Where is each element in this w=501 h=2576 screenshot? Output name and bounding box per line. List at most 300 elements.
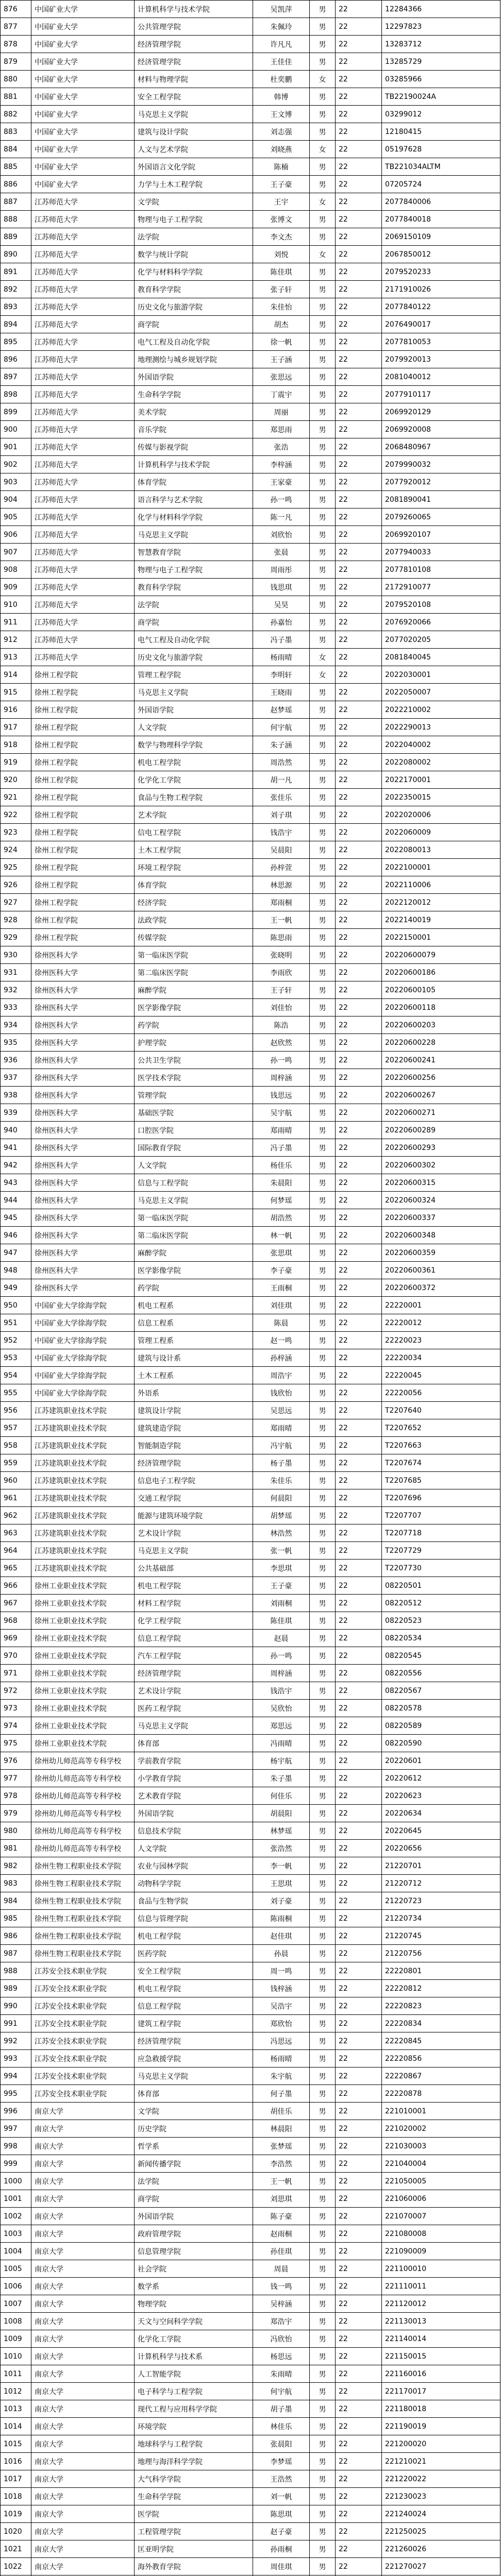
- table-row: [1, 2295, 500, 2313]
- student-name-cell: 冯雨晴: [253, 1735, 310, 1752]
- gender-cell: 男: [310, 2243, 336, 2260]
- school-name-cell: 江苏建筑职业技术学院: [31, 1472, 135, 1489]
- row-index-cell: 918: [1, 736, 31, 754]
- college-name-cell: 机电工程学院: [135, 754, 253, 771]
- gender-cell: 男: [310, 1419, 336, 1437]
- gender-cell: 男: [310, 2085, 336, 2103]
- school-name-cell: 中国矿业大学徐海学院: [31, 1367, 135, 1384]
- table-row: [1, 1314, 500, 1332]
- row-index-cell: 890: [1, 246, 31, 263]
- row-index-cell: 919: [1, 754, 31, 771]
- row-index-cell: 877: [1, 18, 31, 36]
- gender-cell: 男: [310, 964, 336, 981]
- college-name-cell: 教育科学学院: [135, 579, 253, 596]
- row-index-cell: 1020: [1, 2523, 31, 2540]
- school-name-cell: 江苏师范大学: [31, 246, 135, 263]
- row-index-cell: 984: [1, 1892, 31, 1910]
- college-name-cell: 外国语学院: [135, 701, 253, 719]
- student-name-cell: 赵晨: [253, 1630, 310, 1647]
- college-name-cell: 马克思主义学院: [135, 684, 253, 701]
- college-name-cell: 艺术设计学院: [135, 1524, 253, 1542]
- student-id-cell: 20220645: [382, 1822, 500, 1840]
- college-name-cell: 应急救援学院: [135, 2050, 253, 2067]
- student-name-cell: 赵梦瑶: [253, 701, 310, 719]
- gender-cell: 男: [310, 2050, 336, 2067]
- table-row: [1, 1052, 500, 1069]
- row-index-cell: 976: [1, 1752, 31, 1770]
- student-id-cell: 2077020205: [382, 631, 500, 649]
- row-index-cell: 963: [1, 1524, 31, 1542]
- student-name-cell: 吴浩宇: [253, 1997, 310, 2015]
- college-name-cell: 计算机科学与技术学院: [135, 456, 253, 473]
- table-row: [1, 1822, 500, 1840]
- grade-number-cell: 22: [336, 1945, 382, 1962]
- row-index-cell: 947: [1, 1244, 31, 1262]
- college-name-cell: 人工智能学院: [135, 2365, 253, 2383]
- college-name-cell: 政府管理学院: [135, 2225, 253, 2243]
- school-name-cell: 南京大学: [31, 2523, 135, 2540]
- student-name-cell: 李明轩: [253, 666, 310, 684]
- college-name-cell: 数学与物理科学学院: [135, 736, 253, 754]
- school-name-cell: 中国矿业大学: [31, 141, 135, 158]
- grade-number-cell: 22: [336, 421, 382, 438]
- school-name-cell: 徐州医科大学: [31, 1209, 135, 1227]
- row-index-cell: 885: [1, 158, 31, 176]
- student-id-cell: 07205724: [382, 176, 500, 193]
- grade-number-cell: 22: [336, 316, 382, 333]
- college-name-cell: 信息工程学院: [135, 1630, 253, 1647]
- table-row: [1, 386, 500, 403]
- school-name-cell: 南京大学: [31, 2418, 135, 2435]
- gender-cell: 男: [310, 18, 336, 36]
- grade-number-cell: 22: [336, 298, 382, 316]
- student-id-cell: 2077840122: [382, 298, 500, 316]
- table-row: [1, 1016, 500, 1034]
- gender-cell: 男: [310, 1437, 336, 1454]
- student-id-cell: 221260026: [382, 2540, 500, 2558]
- row-index-cell: 997: [1, 2120, 31, 2138]
- student-id-cell: 2022040002: [382, 736, 500, 754]
- row-index-cell: 1002: [1, 2208, 31, 2225]
- row-index-cell: 912: [1, 631, 31, 649]
- table-row: [1, 2243, 500, 2260]
- college-name-cell: 物理学院: [135, 2295, 253, 2313]
- gender-cell: 男: [310, 1209, 336, 1227]
- row-index-cell: 901: [1, 438, 31, 456]
- gender-cell: 男: [310, 1454, 336, 1472]
- student-id-cell: 20220600372: [382, 1279, 500, 1297]
- school-name-cell: 南京大学: [31, 2330, 135, 2348]
- college-name-cell: 管理学院: [135, 1087, 253, 1104]
- gender-cell: 男: [310, 2470, 336, 2488]
- gender-cell: 男: [310, 1262, 336, 1279]
- college-name-cell: 法学院: [135, 2173, 253, 2190]
- gender-cell: 男: [310, 2453, 336, 2470]
- row-index-cell: 1010: [1, 2348, 31, 2365]
- row-index-cell: 883: [1, 123, 31, 141]
- college-name-cell: 地球科学与工程学院: [135, 2435, 253, 2453]
- student-name-cell: 周梓涵: [253, 1665, 310, 1682]
- student-name-cell: 钱欣怡: [253, 1384, 310, 1402]
- row-index-cell: 889: [1, 228, 31, 246]
- school-name-cell: 徐州工程学院: [31, 736, 135, 754]
- grade-number-cell: 22: [336, 123, 382, 141]
- school-name-cell: 南京大学: [31, 2488, 135, 2505]
- table-row: [1, 456, 500, 473]
- row-index-cell: 981: [1, 1840, 31, 1857]
- table-row: [1, 1402, 500, 1419]
- student-name-cell: 刘思琪: [253, 2190, 310, 2208]
- student-name-cell: 张思琪: [253, 1244, 310, 1262]
- student-id-cell: 20220600361: [382, 1262, 500, 1279]
- gender-cell: 男: [310, 2523, 336, 2540]
- grade-number-cell: 22: [336, 1717, 382, 1735]
- student-id-cell: 221200020: [382, 2435, 500, 2453]
- student-id-cell: T2207640: [382, 1402, 500, 1419]
- gender-cell: 男: [310, 1980, 336, 1997]
- row-index-cell: 1007: [1, 2295, 31, 2313]
- college-name-cell: 体育学院: [135, 876, 253, 894]
- student-name-cell: 张晨阳: [253, 2435, 310, 2453]
- student-name-cell: 王雨桐: [253, 1279, 310, 1297]
- row-index-cell: 990: [1, 1997, 31, 2015]
- student-name-cell: 杨佳乐: [253, 1157, 310, 1174]
- row-index-cell: 1017: [1, 2470, 31, 2488]
- college-name-cell: 马克思主义学院: [135, 2067, 253, 2085]
- gender-cell: 男: [310, 1735, 336, 1752]
- school-name-cell: 南京大学: [31, 2173, 135, 2190]
- school-name-cell: 江苏安全技术职业学院: [31, 2032, 135, 2050]
- student-name-cell: 许凡凡: [253, 36, 310, 53]
- gender-cell: 男: [310, 1717, 336, 1735]
- row-index-cell: 998: [1, 2138, 31, 2155]
- grade-number-cell: 22: [336, 2418, 382, 2435]
- school-name-cell: 徐州工业职业技术学院: [31, 1647, 135, 1665]
- gender-cell: 男: [310, 1875, 336, 1892]
- row-index-cell: 993: [1, 2050, 31, 2067]
- school-name-cell: 江苏师范大学: [31, 526, 135, 544]
- college-name-cell: 能源与建筑环境学院: [135, 1507, 253, 1524]
- grade-number-cell: 22: [336, 1297, 382, 1314]
- student-id-cell: 2069920107: [382, 526, 500, 544]
- student-name-cell: 孙晨: [253, 1945, 310, 1962]
- student-name-cell: 王浩然: [253, 2470, 310, 2488]
- gender-cell: 男: [310, 2103, 336, 2120]
- grade-number-cell: 22: [336, 2243, 382, 2260]
- gender-cell: 男: [310, 2067, 336, 2085]
- table-row: [1, 1349, 500, 1367]
- student-name-cell: 吴昊: [253, 596, 310, 614]
- school-name-cell: 江苏师范大学: [31, 211, 135, 228]
- college-name-cell: 信息电子工程学院: [135, 1472, 253, 1489]
- table-row: [1, 1997, 500, 2015]
- table-row: [1, 2488, 500, 2505]
- grade-number-cell: 22: [336, 1805, 382, 1822]
- row-index-cell: 961: [1, 1489, 31, 1507]
- row-index-cell: 1021: [1, 2540, 31, 2558]
- school-name-cell: 南京大学: [31, 2505, 135, 2523]
- school-name-cell: 南京大学: [31, 2295, 135, 2313]
- grade-number-cell: 22: [336, 2015, 382, 2032]
- grade-number-cell: 22: [336, 1, 382, 18]
- college-name-cell: 历史学院: [135, 2120, 253, 2138]
- student-id-cell: 221180018: [382, 2400, 500, 2418]
- school-name-cell: 江苏师范大学: [31, 368, 135, 386]
- student-id-cell: 2022290013: [382, 719, 500, 736]
- row-index-cell: 949: [1, 1279, 31, 1297]
- student-name-cell: 杨雨晴: [253, 649, 310, 666]
- college-name-cell: 信息管理学院: [135, 2243, 253, 2260]
- table-row: [1, 1892, 500, 1910]
- school-name-cell: 徐州工业职业技术学院: [31, 1735, 135, 1752]
- student-id-cell: 21220701: [382, 1857, 500, 1875]
- row-index-cell: 923: [1, 824, 31, 841]
- college-name-cell: 历史文化与旅游学院: [135, 298, 253, 316]
- college-name-cell: 教育科学学院: [135, 281, 253, 298]
- student-id-cell: 20220623: [382, 1787, 500, 1805]
- college-name-cell: 物理与电子工程学院: [135, 211, 253, 228]
- student-id-cell: 221060006: [382, 2190, 500, 2208]
- student-id-cell: 221270027: [382, 2558, 500, 2575]
- table-row: [1, 999, 500, 1016]
- college-name-cell: 法政学院: [135, 911, 253, 929]
- school-name-cell: 江苏师范大学: [31, 403, 135, 421]
- gender-cell: 男: [310, 228, 336, 246]
- student-name-cell: 林思源: [253, 876, 310, 894]
- row-index-cell: 922: [1, 806, 31, 824]
- student-id-cell: 22220845: [382, 2032, 500, 2050]
- grade-number-cell: 22: [336, 1402, 382, 1419]
- student-name-cell: 张梦瑶: [253, 2138, 310, 2155]
- school-name-cell: 徐州医科大学: [31, 1157, 135, 1174]
- college-name-cell: 经济管理学院: [135, 2032, 253, 2050]
- student-id-cell: 221030003: [382, 2138, 500, 2155]
- table-row: [1, 1244, 500, 1262]
- student-id-cell: 12297823: [382, 18, 500, 36]
- gender-cell: 女: [310, 141, 336, 158]
- row-index-cell: 948: [1, 1262, 31, 1279]
- school-name-cell: 徐州幼儿师范高等专科学校: [31, 1787, 135, 1805]
- student-name-cell: 王子轩: [253, 981, 310, 999]
- table-row: [1, 1927, 500, 1945]
- row-index-cell: 925: [1, 859, 31, 876]
- student-name-cell: 陈雨桐: [253, 1910, 310, 1927]
- college-name-cell: 电子科学与工程学院: [135, 2383, 253, 2400]
- school-name-cell: 南京大学: [31, 2190, 135, 2208]
- row-index-cell: 917: [1, 719, 31, 736]
- school-name-cell: 江苏师范大学: [31, 491, 135, 509]
- school-name-cell: 徐州医科大学: [31, 1087, 135, 1104]
- gender-cell: 男: [310, 456, 336, 473]
- college-name-cell: 材料与物理学院: [135, 71, 253, 88]
- table-row: [1, 1104, 500, 1122]
- student-name-cell: 张博文: [253, 211, 310, 228]
- student-name-cell: 何佳乐: [253, 1787, 310, 1805]
- row-index-cell: 991: [1, 2015, 31, 2032]
- student-id-cell: 2079990032: [382, 456, 500, 473]
- college-name-cell: 化学化工学院: [135, 2330, 253, 2348]
- grade-number-cell: 22: [336, 211, 382, 228]
- row-index-cell: 886: [1, 176, 31, 193]
- table-row: [1, 526, 500, 544]
- gender-cell: 男: [310, 1069, 336, 1087]
- college-name-cell: 海外教育学院: [135, 2558, 253, 2575]
- student-name-cell: 张子轩: [253, 281, 310, 298]
- grade-number-cell: 22: [336, 1665, 382, 1682]
- gender-cell: 男: [310, 1279, 336, 1297]
- school-name-cell: 徐州医科大学: [31, 1104, 135, 1122]
- student-name-cell: 王佳佳: [253, 53, 310, 71]
- student-name-cell: 周一鸣: [253, 1962, 310, 1980]
- college-name-cell: 艺术设计学院: [135, 1682, 253, 1700]
- gender-cell: 男: [310, 1297, 336, 1314]
- gender-cell: 男: [310, 2348, 336, 2365]
- grade-number-cell: 22: [336, 1524, 382, 1542]
- table-row: [1, 2015, 500, 2032]
- school-name-cell: 徐州生物工程职业技术学院: [31, 1945, 135, 1962]
- table-row: [1, 1472, 500, 1489]
- student-id-cell: 20220601: [382, 1752, 500, 1770]
- student-name-cell: 张佳乐: [253, 789, 310, 806]
- student-name-cell: 李思琪: [253, 1560, 310, 1577]
- school-name-cell: 徐州工程学院: [31, 684, 135, 701]
- gender-cell: 男: [310, 1595, 336, 1612]
- grade-number-cell: 22: [336, 1770, 382, 1787]
- grade-number-cell: 22: [336, 719, 382, 736]
- college-name-cell: 机电工程学院: [135, 1577, 253, 1595]
- row-index-cell: 906: [1, 526, 31, 544]
- student-name-cell: 王家豪: [253, 473, 310, 491]
- gender-cell: 男: [310, 123, 336, 141]
- college-name-cell: 管理工程系: [135, 1332, 253, 1349]
- gender-cell: 男: [310, 1, 336, 18]
- student-name-cell: 刘雨桐: [253, 1595, 310, 1612]
- student-id-cell: T2207718: [382, 1524, 500, 1542]
- row-index-cell: 904: [1, 491, 31, 509]
- gender-cell: 男: [310, 53, 336, 71]
- table-row: [1, 18, 500, 36]
- table-row: [1, 2050, 500, 2067]
- student-name-cell: 陈思雨: [253, 929, 310, 946]
- gender-cell: 男: [310, 1892, 336, 1910]
- student-id-cell: 221100010: [382, 2260, 500, 2278]
- student-id-cell: 22220823: [382, 1997, 500, 2015]
- student-name-cell: 林一帆: [253, 1227, 310, 1244]
- college-name-cell: 动物科学学院: [135, 1875, 253, 1892]
- gender-cell: 男: [310, 2155, 336, 2173]
- school-name-cell: 中国矿业大学: [31, 88, 135, 106]
- gender-cell: 男: [310, 1122, 336, 1139]
- student-id-cell: 08220589: [382, 1717, 500, 1735]
- row-index-cell: 970: [1, 1647, 31, 1665]
- grade-number-cell: 22: [336, 368, 382, 386]
- student-name-cell: 郑浩宇: [253, 2313, 310, 2330]
- student-name-cell: 陈佳琪: [253, 1612, 310, 1630]
- table-row: [1, 911, 500, 929]
- gender-cell: 男: [310, 2330, 336, 2348]
- school-name-cell: 江苏师范大学: [31, 281, 135, 298]
- table-row: [1, 36, 500, 53]
- student-id-cell: 221230023: [382, 2488, 500, 2505]
- grade-number-cell: 22: [336, 1577, 382, 1595]
- college-name-cell: 信息工程学院: [135, 1997, 253, 2015]
- table-row: [1, 824, 500, 841]
- student-id-cell: 221090009: [382, 2243, 500, 2260]
- grade-number-cell: 22: [336, 228, 382, 246]
- student-name-cell: 朱子墨: [253, 1770, 310, 1787]
- college-name-cell: 医学院: [135, 2505, 253, 2523]
- college-name-cell: 力学与土木工程学院: [135, 176, 253, 193]
- grade-number-cell: 22: [336, 614, 382, 631]
- grade-number-cell: 22: [336, 438, 382, 456]
- school-name-cell: 南京大学: [31, 2278, 135, 2295]
- gender-cell: 男: [310, 509, 336, 526]
- gender-cell: 男: [310, 316, 336, 333]
- student-id-cell: 2022140019: [382, 911, 500, 929]
- grade-number-cell: 22: [336, 1016, 382, 1034]
- college-name-cell: 药学院: [135, 1279, 253, 1297]
- table-row: [1, 964, 500, 981]
- college-name-cell: 计算机科学与技术系: [135, 2348, 253, 2365]
- gender-cell: 男: [310, 544, 336, 561]
- school-name-cell: 徐州幼儿师范高等专科学校: [31, 1805, 135, 1822]
- college-name-cell: 建筑与设计学院: [135, 123, 253, 141]
- college-name-cell: 机电工程学院: [135, 1980, 253, 1997]
- grade-number-cell: 22: [336, 1822, 382, 1840]
- school-name-cell: 徐州工程学院: [31, 929, 135, 946]
- college-name-cell: 医药工程学院: [135, 1700, 253, 1717]
- grade-number-cell: 22: [336, 1122, 382, 1139]
- student-id-cell: 2077840018: [382, 211, 500, 228]
- school-name-cell: 徐州工程学院: [31, 876, 135, 894]
- student-id-cell: 12180415: [382, 123, 500, 141]
- student-id-cell: 20220600359: [382, 1244, 500, 1262]
- student-name-cell: 吴欣怡: [253, 1700, 310, 1717]
- student-name-cell: 刘欣怡: [253, 526, 310, 544]
- college-name-cell: 马克思主义学院: [135, 1542, 253, 1560]
- table-row: [1, 2260, 500, 2278]
- table-row: [1, 614, 500, 631]
- college-name-cell: 现代工程与应用科学学院: [135, 2400, 253, 2418]
- student-id-cell: 08220556: [382, 1665, 500, 1682]
- row-index-cell: 937: [1, 1069, 31, 1087]
- student-name-cell: 吴宇航: [253, 1104, 310, 1122]
- student-name-cell: 钱浩宇: [253, 1682, 310, 1700]
- grade-number-cell: 22: [336, 1630, 382, 1647]
- grade-number-cell: 22: [336, 2400, 382, 2418]
- table-row: [1, 1805, 500, 1822]
- college-name-cell: 体育学院: [135, 473, 253, 491]
- row-index-cell: 978: [1, 1787, 31, 1805]
- table-row: [1, 789, 500, 806]
- table-row: [1, 929, 500, 946]
- table-row: [1, 2400, 500, 2418]
- grade-number-cell: 22: [336, 1087, 382, 1104]
- gender-cell: 男: [310, 1104, 336, 1122]
- student-name-cell: 周晨: [253, 2260, 310, 2278]
- row-index-cell: 934: [1, 1016, 31, 1034]
- school-name-cell: 徐州工业职业技术学院: [31, 1665, 135, 1682]
- student-id-cell: 2076490017: [382, 316, 500, 333]
- grade-number-cell: 22: [336, 2470, 382, 2488]
- row-index-cell: 930: [1, 946, 31, 964]
- grade-number-cell: 22: [336, 1682, 382, 1700]
- school-name-cell: 江苏师范大学: [31, 386, 135, 403]
- row-index-cell: 894: [1, 316, 31, 333]
- gender-cell: 男: [310, 2032, 336, 2050]
- grade-number-cell: 22: [336, 403, 382, 421]
- student-name-cell: 胡浩然: [253, 1209, 310, 1227]
